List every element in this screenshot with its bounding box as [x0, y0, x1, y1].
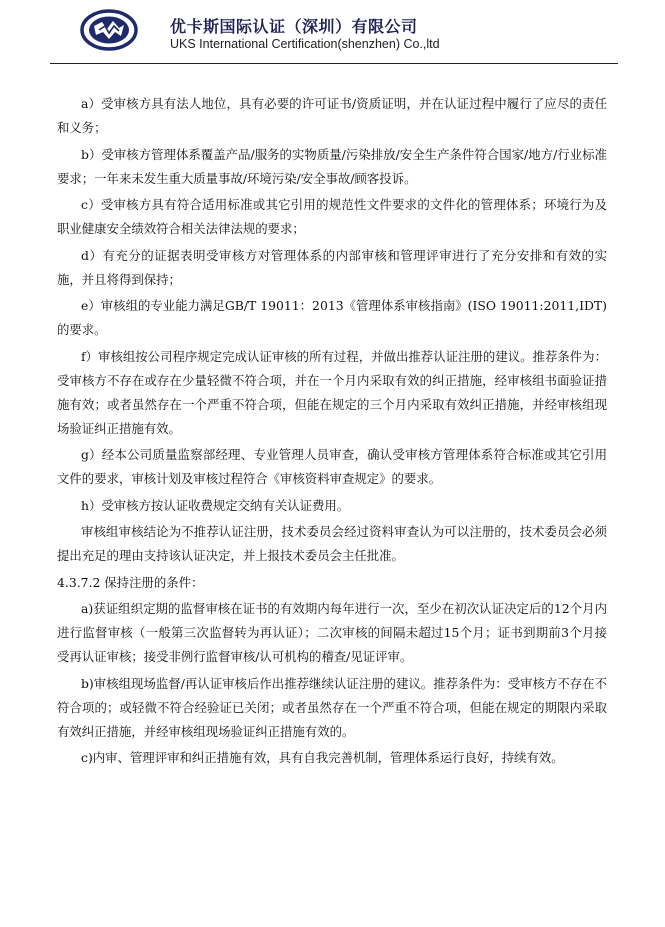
section-heading-4372: 4.3.7.2 保持注册的条件： [57, 574, 204, 590]
paragraph-c: c）受审核方具有符合适用标准或其它引用的规范性文件要求的文件化的管理体系；环境行为及职业健康安全绩效符合相关法律法规的要求； [57, 197, 607, 236]
paragraph-maintain-c: c)内审、管理评审和纠正措施有效，具有自我完善机制，管理体系运行良好，持续有效。 [81, 750, 564, 765]
document-body [57, 92, 607, 773]
company-name-cn: 优卡斯国际认证（深圳）有限公司 [170, 17, 418, 36]
paragraph-e: e）审核组的专业能力满足GB/T 19011：2013《管理体系审核指南》(ISO 19011:2011,IDT)的要求。 [57, 298, 607, 337]
header-divider [50, 63, 618, 64]
paragraph-conclusion: 审核组审核结论为不推荐认证注册，技术委员会经过资料审查认为可以注册的，技术委员会必须提出充足的理由支持该认证决定，并上报技术委员会主任批准。 [57, 524, 607, 563]
paragraph-g: g）经本公司质量监察部经理、专业管理人员审查，确认受审核方管理体系符合标准或其它引用文件的要求，审核计划及审核过程符合《审核资料审查规定》的要求。 [57, 447, 607, 486]
paragraph-a: a）受审核方具有法人地位，具有必要的许可证书/资质证明，并在认证过程中履行了应尽的责任和义务； [57, 96, 607, 135]
paragraph-maintain-a: a)获证组织定期的监督审核在证书的有效期内每年进行一次，至少在初次认证决定后的12个月内进行监督审核（一般第三次监督转为再认证）；二次审核的间隔未超过15个月；证书到期前3个月接受再认证审核；接受非例行监督审核/认可机构的稽查/见证评审。 [57, 601, 607, 664]
paragraph-maintain-b: b)审核组现场监督/再认证审核后作出推荐继续认证注册的建议。推荐条件为：受审核方不存在不符合项的；或轻微不符合经验证已关闭；或者虽然存在一个严重不符合项，但能在规定的期限内采取有效纠正措施，并经审核组现场验证纠正措施有效的。 [57, 675, 607, 739]
paragraph-b: b）受审核方管理体系覆盖产品/服务的实物质量/污染排放/安全生产条件符合国家/地方/行业标准要求；一年来未发生重大质量事故/环境污染/安全事故/顾客投诉。 [57, 146, 607, 186]
paragraph-d: d）有充分的证据表明受审核方对管理体系的内部审核和管理评审进行了充分安排和有效的实施，并且将得到保持； [57, 247, 607, 287]
uks-logo-icon [80, 9, 138, 51]
paragraph-h: h）受审核方按认证收费规定交纳有关认证费用。 [81, 497, 350, 513]
paragraph-f: f）审核组按公司程序规定完成认证审核的所有过程，并做出推荐认证注册的建议。推荐条件为：受审核方不存在或存在少量轻微不符合项，并在一个月内采取有效的纠正措施，经审核组书面验证措施有效；或者虽然存在一个严重不符合项，但能在规定的三个月内采取有效纠正措施，并经审核组现场验证纠正措施有效。 [57, 348, 607, 436]
document-header [0, 0, 665, 66]
company-name-en: UKS International Certification(shenzhen) Co.,ltd [170, 37, 440, 51]
